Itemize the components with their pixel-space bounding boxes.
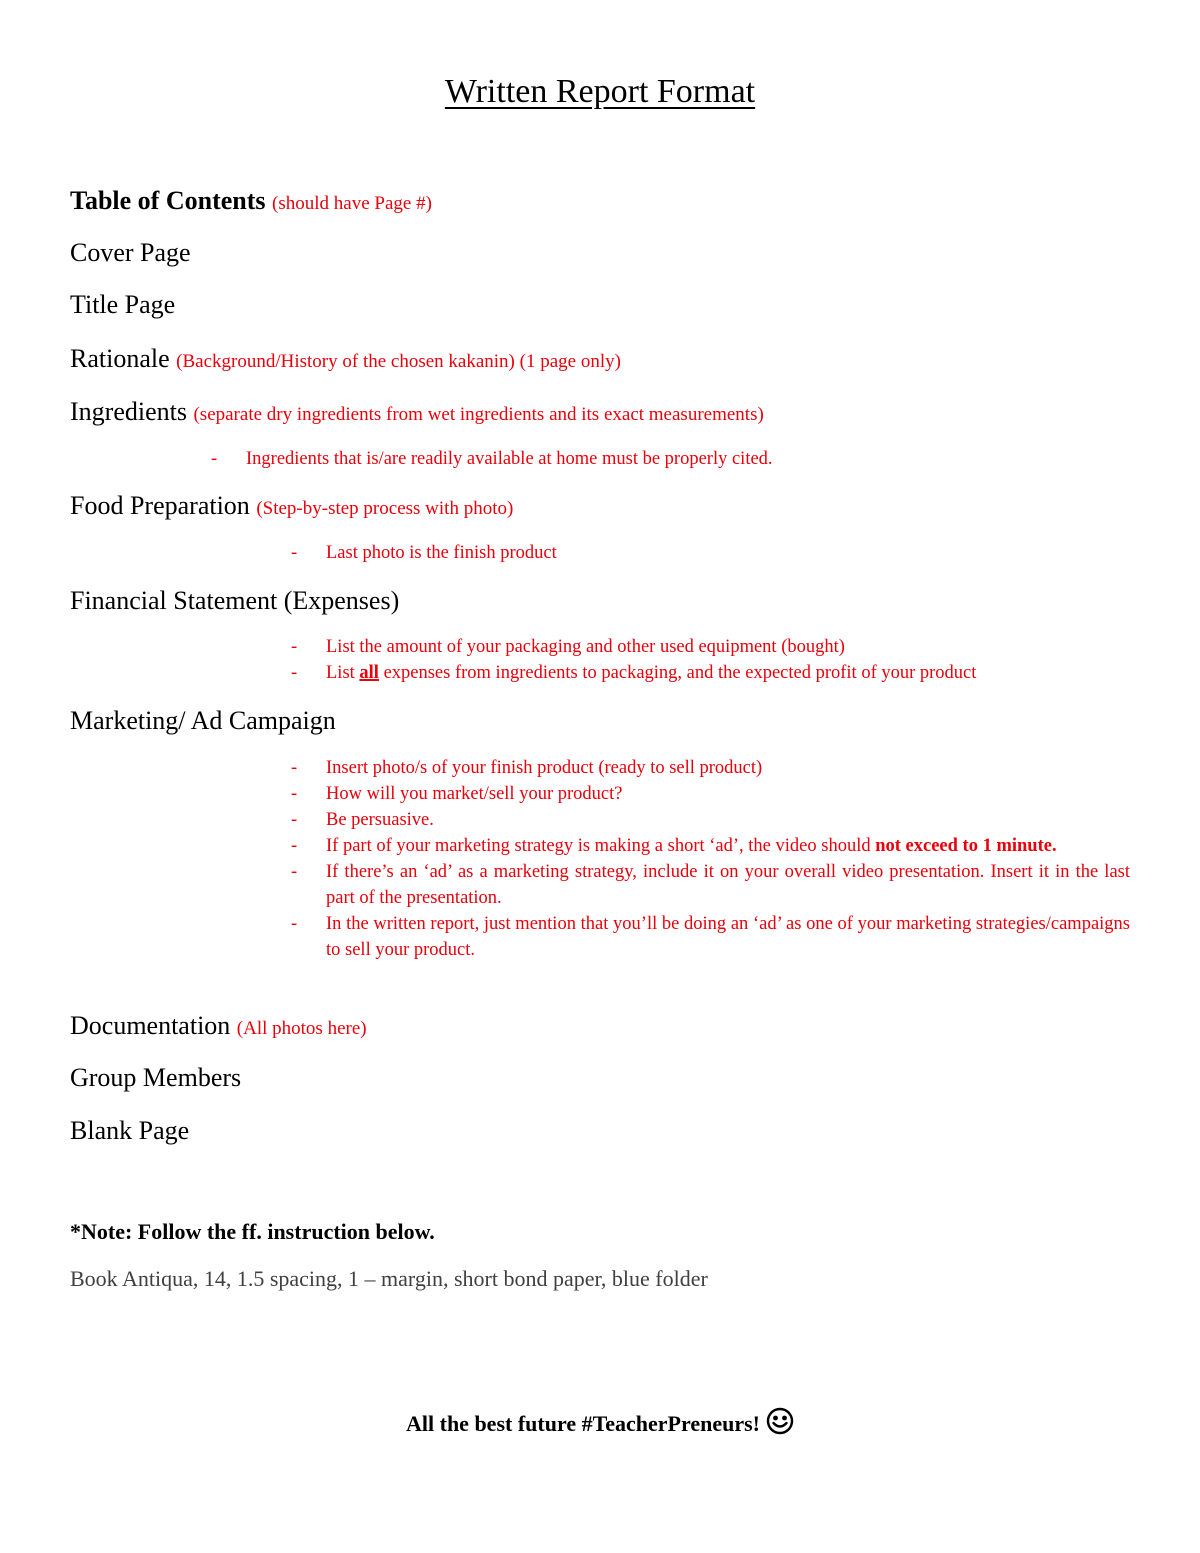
bullet-text: Last photo is the finish product: [326, 543, 557, 563]
documentation-note: (All photos here): [236, 1018, 367, 1039]
bullet-dash: -: [291, 836, 298, 856]
bullet-dash: -: [291, 637, 298, 657]
list-item: [291, 755, 1130, 781]
bullet-text: Ingredients that is/are readily available at home must be properly cited.: [246, 449, 773, 469]
blank-page-heading: Blank Page: [70, 1116, 190, 1145]
rationale-heading: Rationale: [70, 344, 170, 373]
bullet-dash: -: [291, 862, 298, 882]
bullet-dash: -: [291, 784, 298, 804]
bullet-dash: -: [211, 449, 218, 469]
rationale-note: (Background/History of the chosen kakanin) (1 page only): [176, 351, 621, 372]
ingredients-note: (separate dry ingredients from wet ingredients and its exact measurements): [193, 404, 764, 425]
section-title-page: [70, 289, 175, 321]
documentation-heading: Documentation: [70, 1011, 231, 1040]
emphasis-not-exceed: not exceed to 1 minute.: [875, 836, 1057, 856]
bullet-text-pre: List: [326, 663, 360, 683]
food-preparation-bullets: [291, 540, 1130, 566]
list-item: [291, 807, 1130, 833]
marketing-bullets: [291, 755, 1130, 963]
financial-statement-heading: Financial Statement (Expenses): [70, 586, 400, 615]
list-item: [291, 660, 1130, 686]
closing-text: All the best future #TeacherPreneurs!: [406, 1411, 760, 1436]
bullet-dash: -: [291, 758, 298, 778]
note-line: *Note: Follow the ff. instruction below.: [70, 1219, 435, 1244]
section-marketing: [70, 705, 336, 737]
bullet-text-post: expenses from ingredients to packaging, and the expected profit of your product: [378, 663, 977, 683]
list-item: [291, 540, 1130, 566]
bullet-text: In the written report, just mention that you’ll be doing an ‘ad’ as one of your marketing strategies/campaigns to sell your product.: [326, 914, 1130, 960]
bullet-dash: -: [291, 543, 298, 563]
smiley-icon: [766, 1407, 794, 1444]
section-food-preparation: [70, 490, 513, 525]
group-members-heading: Group Members: [70, 1063, 242, 1092]
bullet-dash: -: [291, 810, 298, 830]
ingredients-bullets: [211, 446, 1126, 472]
cover-page-heading: Cover Page: [70, 238, 191, 267]
section-blank-page: [70, 1115, 189, 1147]
bullet-text-pre: If part of your marketing strategy is making a short ‘ad’, the video should: [326, 836, 876, 856]
bullet-text: List the amount of your packaging and other used equipment (bought): [326, 637, 845, 657]
list-item: [291, 634, 1130, 660]
section-toc: [70, 185, 432, 220]
toc-note: (should have Page #): [272, 193, 432, 214]
bullet-text: [326, 833, 1130, 859]
section-ingredients: [70, 396, 764, 431]
format-spec-line: Book Antiqua, 14, 1.5 spacing, 1 – margin, short bond paper, blue folder: [70, 1266, 708, 1291]
section-rationale: [70, 343, 621, 378]
closing-line: [0, 1407, 1200, 1444]
section-financial-statement: [70, 585, 399, 617]
bullet-text: Insert photo/s of your finish product (ready to sell product): [326, 758, 763, 778]
food-preparation-note: (Step-by-step process with photo): [256, 498, 514, 519]
bullet-text: If there’s an ‘ad’ as a marketing strategy, include it on your overall video presentation. Insert it in the last part of the presentation.: [326, 862, 1130, 908]
list-item: [291, 911, 1130, 963]
toc-heading: Table of Contents: [70, 186, 266, 215]
section-documentation: [70, 1010, 367, 1045]
bullet-dash: -: [291, 914, 298, 934]
title-page-heading: Title Page: [70, 290, 176, 319]
list-item: [291, 833, 1130, 859]
document-title: Written Report Format: [444, 73, 756, 110]
food-preparation-heading: Food Preparation: [70, 491, 250, 520]
list-item: [291, 781, 1130, 807]
bullet-text: [326, 660, 1130, 686]
list-item: [291, 859, 1130, 911]
ingredients-heading: Ingredients: [70, 397, 187, 426]
financial-bullets: [291, 634, 1130, 686]
section-cover-page: [70, 237, 191, 269]
section-group-members: [70, 1062, 241, 1094]
emphasis-all: all: [359, 663, 379, 683]
bullet-text: How will you market/sell your product?: [326, 784, 623, 804]
bullet-dash: -: [291, 663, 298, 683]
marketing-heading: Marketing/ Ad Campaign: [70, 706, 336, 735]
bullet-text: Be persuasive.: [326, 810, 434, 830]
list-item: [211, 446, 1126, 472]
